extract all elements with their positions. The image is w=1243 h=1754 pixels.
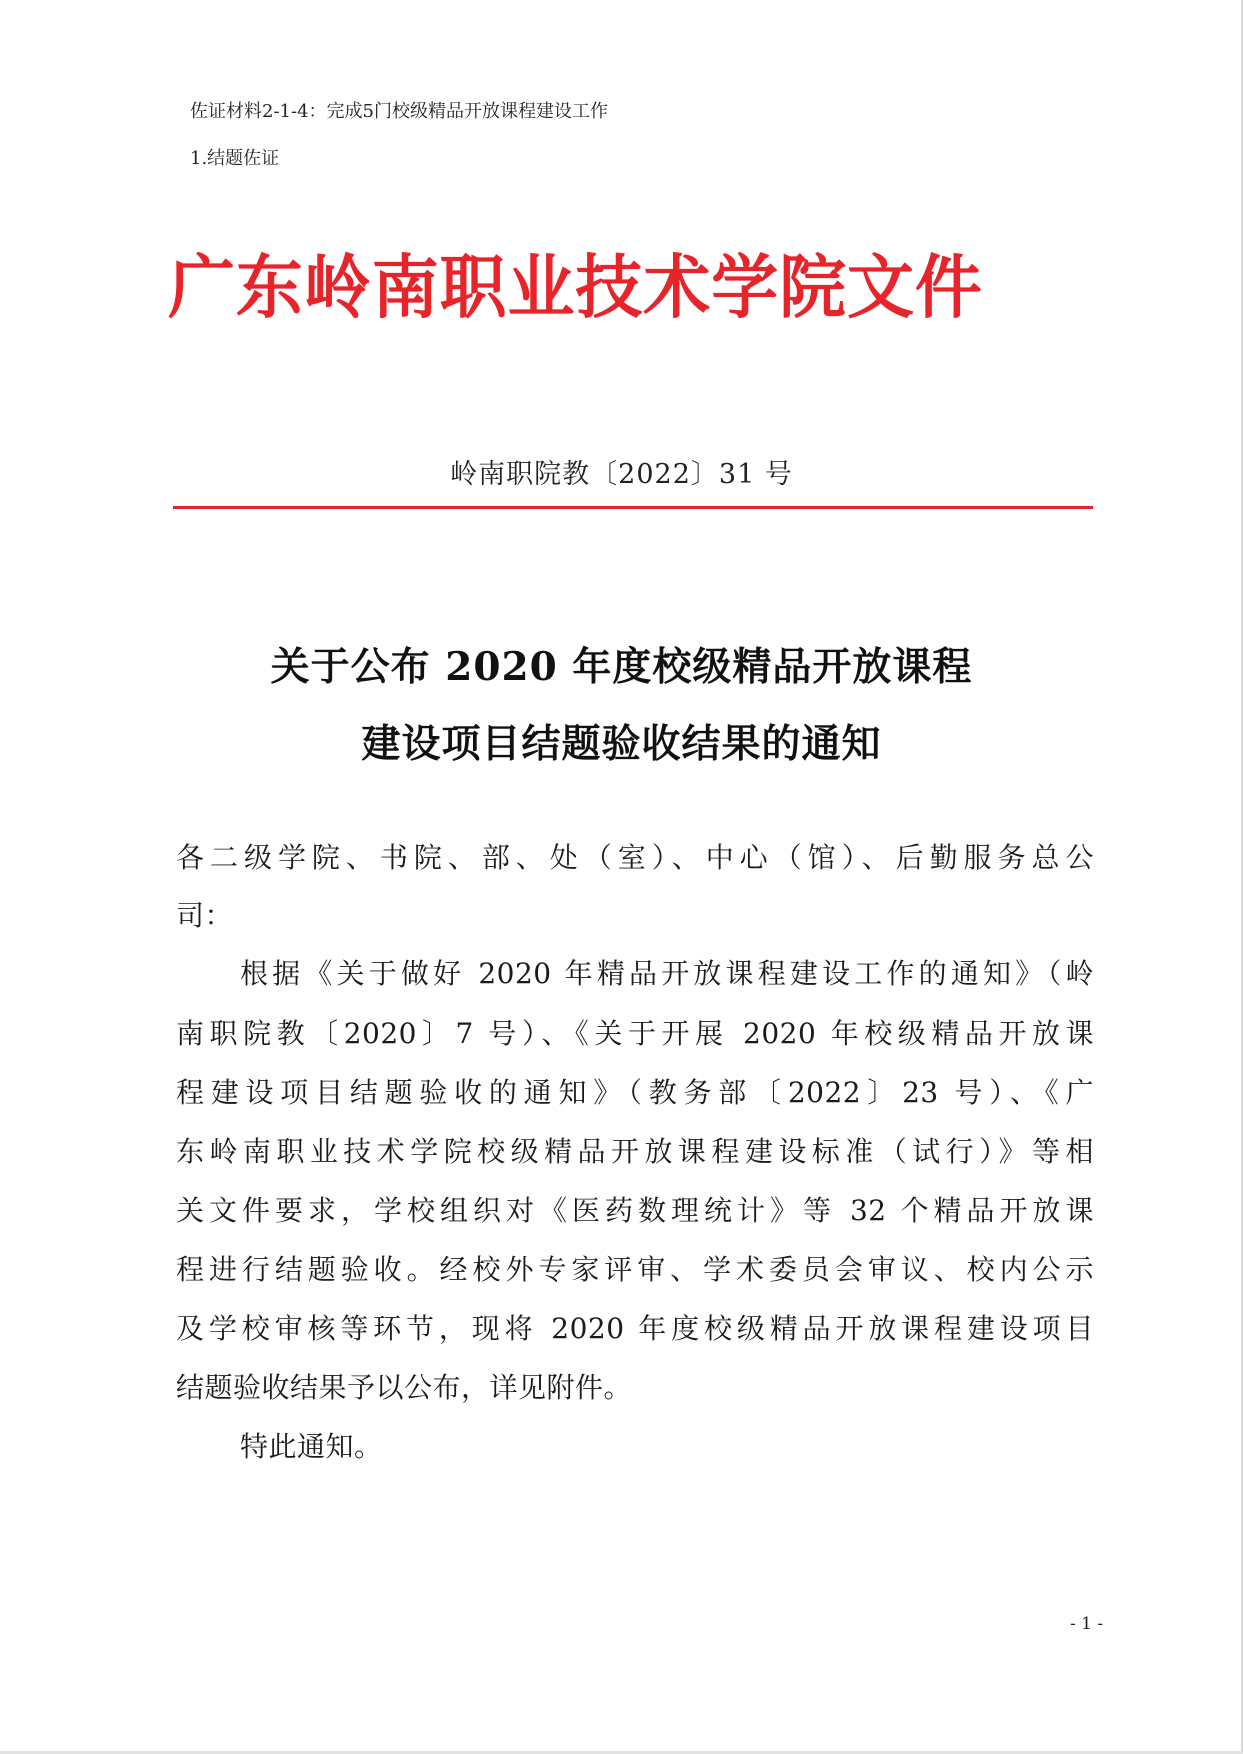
red-divider [173,506,1093,509]
issuer-header: 广东岭南职业技术学院文件 [168,247,983,328]
body-line: 结题验收结果予以公布，详见附件。 [176,1371,633,1404]
document-number: 岭南职院教〔2022〕31 号 [450,459,793,490]
closing-line: 特此通知。 [240,1430,383,1463]
body-line: 程进行结题验收。经校外专家评审、学术委员会审议、校内公示 [176,1253,1094,1286]
body-line: 关文件要求，学校组织对《医药数理统计》等 32 个精品开放课 [176,1194,1094,1227]
body-line: 东岭南职业技术学院校级精品开放课程建设标准（试行）》等相 [176,1135,1094,1168]
body-line: 司： [176,899,234,932]
body-line: 根据《关于做好 2020 年精品开放课程建设工作的通知》（岭 [240,957,1094,990]
notice-title-line-2: 建设项目结题验收结果的通知 [361,721,882,767]
body-line: 各二级学院、书院、部、处（室）、中心（馆）、后勤服务总公 [176,841,1094,874]
evidence-subnote: 1.结题佐证 [190,148,280,169]
body-line: 程建设项目结题验收的通知》（教务部〔2022〕23 号）、《广 [176,1076,1094,1109]
body-line: 及学校审核等环节，现将 2020 年度校级精品开放课程建设项目 [176,1312,1094,1345]
page-number: - 1 - [1070,1614,1104,1634]
body-line: 南职院教〔2020〕7 号）、《关于开展 2020 年校级精品开放课 [176,1017,1094,1050]
evidence-note: 佐证材料2-1-4：完成5门校级精品开放课程建设工作 [190,101,608,122]
notice-title-line-1: 关于公布 2020 年度校级精品开放课程 [270,644,973,690]
